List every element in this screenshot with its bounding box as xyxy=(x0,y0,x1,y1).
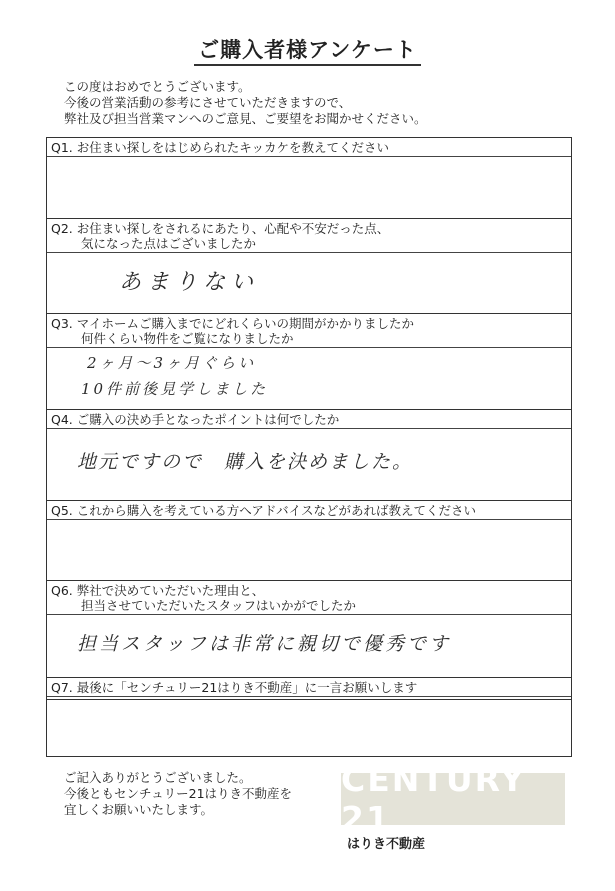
footer-text xyxy=(64,770,292,818)
question-4 xyxy=(47,409,571,500)
footer-line: 今後ともセンチュリー21はりき不動産を xyxy=(64,786,293,801)
question-7-answer-area[interactable] xyxy=(46,700,572,757)
question-7-label: Q7. 最後に「センチュリー21はりき不動産」に一言お願いします xyxy=(47,678,571,697)
question-6-answer-area[interactable] xyxy=(47,615,571,677)
question-1 xyxy=(47,138,571,218)
question-4-answer: 地元ですので 購入を決めました。 xyxy=(77,451,414,473)
intro-line: この度はおめでとうございます。 xyxy=(64,79,251,94)
question-6-answer: 担当スタッフは非常に親切で優秀です xyxy=(77,633,452,655)
question-1-label: Q1. お住まい探しをはじめられたキッカケを教えてください xyxy=(47,138,571,157)
logo-text: CENTURY 21 xyxy=(341,760,527,838)
question-2-answer-area[interactable] xyxy=(47,253,571,313)
question-5-answer-area[interactable] xyxy=(47,520,571,582)
question-3 xyxy=(47,313,571,409)
question-5-label: Q5. これから購入を考えている方へアドバイスなどがあれば教えてください xyxy=(47,501,571,520)
intro-line: 今後の営業活動の参考にさせていただきますので、 xyxy=(64,95,352,110)
question-4-answer-area[interactable] xyxy=(47,429,571,501)
survey-form xyxy=(46,137,572,700)
century21-logo xyxy=(341,760,565,838)
question-2-answer: あまりない xyxy=(119,270,260,295)
question-5 xyxy=(47,500,571,580)
question-3-answer-area[interactable] xyxy=(47,348,571,408)
intro-text xyxy=(64,79,427,127)
question-6 xyxy=(47,580,571,677)
footer-line: 宜しくお願いいたします。 xyxy=(64,802,214,817)
question-2-label: Q2. お住まい探しをされるにあたり、心配や不安だった点、 気になった点はございましたか xyxy=(47,219,571,253)
logo-subtitle: はりき不動産 xyxy=(347,837,426,852)
question-6-label: Q6. 弊社で決めていただいた理由と、 担当させていただいたスタッフはいかがでしたか xyxy=(47,581,571,615)
footer-line: ご記入ありがとうございました。 xyxy=(64,770,252,785)
question-1-answer-area[interactable] xyxy=(47,157,571,219)
question-7 xyxy=(47,677,571,701)
intro-line: 弊社及び担当営業マンへのご意見、ご要望をお聞かせください。 xyxy=(64,111,427,126)
question-3-answer-line1: 2ヶ月〜3ヶ月ぐらい xyxy=(87,354,257,372)
question-3-label: Q3. マイホームご購入までにどれくらいの期間がかかりましたか 何件くらい物件をご覧になりましたか xyxy=(47,314,571,348)
question-3-answer-line2: 10件前後見学しました xyxy=(81,380,269,398)
question-2 xyxy=(47,218,571,313)
page-title: ご購入者様アンケート xyxy=(0,34,615,64)
question-4-label: Q4. ご購入の決め手となったポイントは何でしたか xyxy=(47,410,571,429)
